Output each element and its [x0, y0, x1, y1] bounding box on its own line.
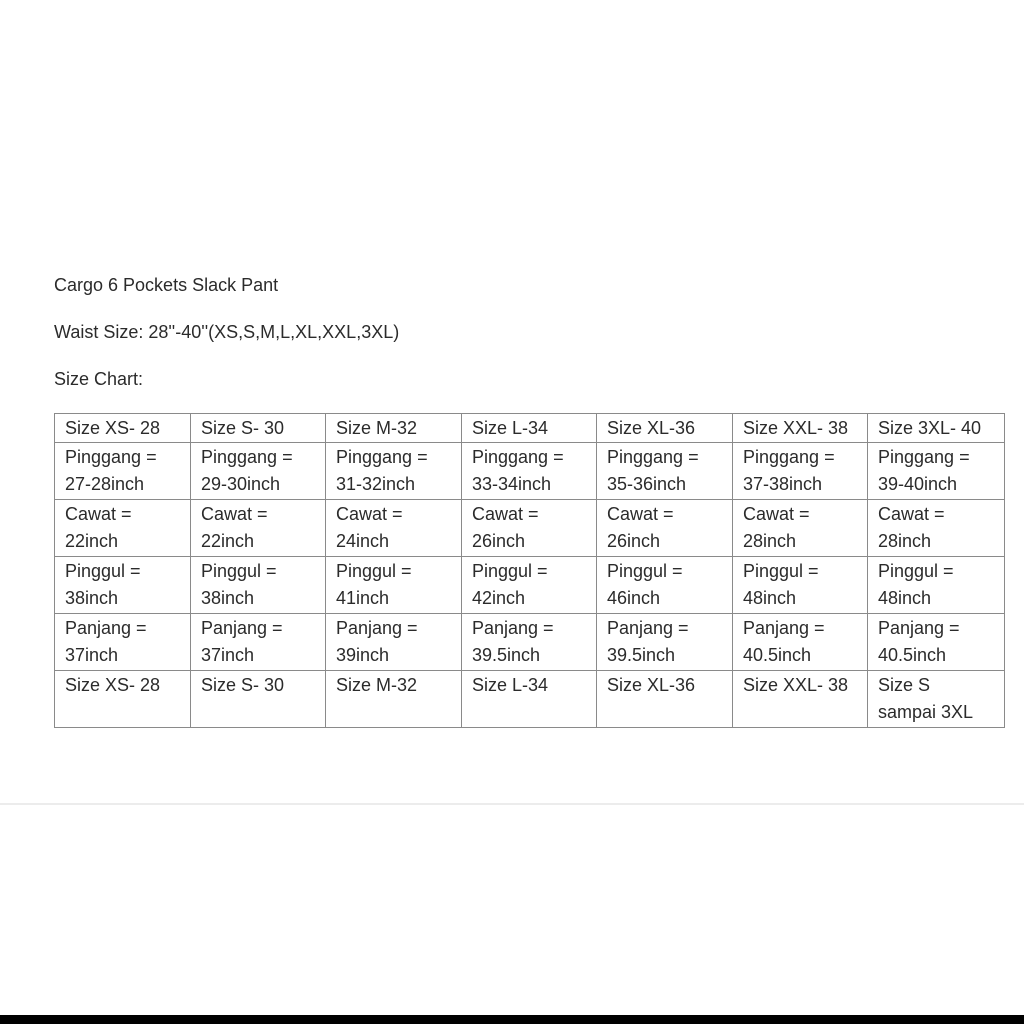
table-cell — [55, 500, 191, 557]
table-header-row — [55, 414, 1005, 443]
cell-text: Cawat = — [472, 504, 539, 524]
table-cell — [597, 671, 733, 728]
cell-text: 29-30inch — [201, 474, 281, 494]
cell-text: Pinggul = — [878, 561, 954, 581]
cell-text: 48inch — [878, 588, 932, 608]
table-header-cell: Size 3XL- 40 — [868, 414, 1005, 443]
cell-text: 46inch — [607, 588, 661, 608]
table-cell — [191, 443, 326, 500]
cell-text: 40.5inch — [878, 645, 947, 665]
product-title: Cargo 6 Pockets Slack Pant — [54, 275, 279, 295]
cell-text: 37-38inch — [743, 474, 823, 494]
table-cell — [733, 614, 868, 671]
table-cell — [597, 443, 733, 500]
cell-text: 39.5inch — [472, 645, 541, 665]
table-cell — [462, 557, 597, 614]
cell-text: 39-40inch — [878, 474, 958, 494]
table-cell — [868, 557, 1005, 614]
cell-text: 42inch — [472, 588, 526, 608]
cell-text: Pinggang = — [743, 447, 835, 467]
cell-text: Size XXL- 38 — [743, 675, 849, 695]
table-cell — [868, 614, 1005, 671]
cell-text: Pinggul = — [336, 561, 412, 581]
table-cell — [191, 671, 326, 728]
cell-text: Cawat = — [201, 504, 268, 524]
cell-text: Pinggang = — [336, 447, 428, 467]
cell-text: Pinggul = — [201, 561, 277, 581]
cell-text: Size XL-36 — [607, 675, 696, 695]
cell-text: Pinggul = — [743, 561, 819, 581]
cell-text: Size L-34 — [472, 675, 549, 695]
table-cell — [326, 557, 462, 614]
cell-text: 27-28inch — [65, 474, 145, 494]
cell-text: 22inch — [201, 531, 255, 551]
table-cell — [55, 614, 191, 671]
cell-text: Size S- 30 — [201, 675, 285, 695]
table-header-cell: Size XS- 28 — [55, 414, 191, 443]
cell-text: 39.5inch — [607, 645, 676, 665]
cell-text: Panjang = — [607, 618, 689, 638]
cawat-row — [55, 500, 1005, 557]
cell-text: 28inch — [878, 531, 932, 551]
cell-text: 40.5inch — [743, 645, 812, 665]
table-cell — [326, 614, 462, 671]
cell-text: Panjang = — [878, 618, 960, 638]
table-cell — [462, 443, 597, 500]
cell-text: Pinggang = — [878, 447, 970, 467]
cell-text: Pinggang = — [472, 447, 564, 467]
table-cell — [733, 443, 868, 500]
cell-text: Cawat = — [878, 504, 945, 524]
table-cell — [597, 614, 733, 671]
table-cell — [868, 500, 1005, 557]
table-cell — [462, 614, 597, 671]
cell-text: Panjang = — [472, 618, 554, 638]
table-cell — [55, 557, 191, 614]
waist-size-line: Waist Size: 28''-40''(XS,S,M,L,XL,XXL,3XL) — [54, 322, 400, 342]
table-cell — [55, 443, 191, 500]
cell-text: Pinggul = — [472, 561, 548, 581]
cell-text: 28inch — [743, 531, 797, 551]
size-chart-label: Size Chart: — [54, 369, 144, 389]
table-header-cell: Size M-32 — [326, 414, 462, 443]
cell-text: 48inch — [743, 588, 797, 608]
table-cell — [191, 557, 326, 614]
table-cell — [868, 443, 1005, 500]
panjang-row — [55, 614, 1005, 671]
blank-area — [0, 805, 1024, 1015]
cell-text: sampai 3XL — [878, 702, 974, 722]
cell-text: Pinggul = — [607, 561, 683, 581]
table-cell — [326, 500, 462, 557]
cell-text: 37inch — [201, 645, 255, 665]
cell-text: Cawat = — [607, 504, 674, 524]
table-cell — [597, 500, 733, 557]
cell-text: 41inch — [336, 588, 390, 608]
cell-text: 37inch — [65, 645, 119, 665]
cell-text: Size M-32 — [336, 675, 418, 695]
cell-text: 26inch — [607, 531, 661, 551]
cell-text: 35-36inch — [607, 474, 687, 494]
cell-text: Pinggul = — [65, 561, 141, 581]
table-cell — [733, 500, 868, 557]
cell-text: Cawat = — [336, 504, 403, 524]
table-cell — [868, 671, 1005, 728]
table-cell — [191, 614, 326, 671]
cell-text: Size XS- 28 — [65, 675, 161, 695]
table-cell — [191, 500, 326, 557]
table-header-cell: Size L-34 — [462, 414, 597, 443]
table-cell — [462, 671, 597, 728]
cell-text: 38inch — [201, 588, 255, 608]
cell-text: 22inch — [65, 531, 119, 551]
cell-text: Pinggang = — [607, 447, 699, 467]
cell-text: Panjang = — [336, 618, 418, 638]
table-cell — [55, 671, 191, 728]
size-chart-table — [54, 413, 1005, 728]
cell-text: Pinggang = — [65, 447, 157, 467]
table-header-cell: Size XXL- 38 — [733, 414, 868, 443]
cell-text: Panjang = — [201, 618, 283, 638]
pinggang-row — [55, 443, 1005, 500]
size-footer-row — [55, 671, 1005, 728]
cell-text: Panjang = — [743, 618, 825, 638]
pinggul-row — [55, 557, 1005, 614]
cell-text: 31-32inch — [336, 474, 416, 494]
table-header-cell: Size XL-36 — [597, 414, 733, 443]
table-cell — [597, 557, 733, 614]
table-cell — [733, 557, 868, 614]
cell-text: Size S — [878, 675, 931, 695]
bottom-bar — [0, 1015, 1024, 1024]
table-cell — [462, 500, 597, 557]
cell-text: 24inch — [336, 531, 390, 551]
table-cell — [326, 443, 462, 500]
cell-text: 26inch — [472, 531, 526, 551]
cell-text: Panjang = — [65, 618, 147, 638]
table-header-cell: Size S- 30 — [191, 414, 326, 443]
table-cell — [326, 671, 462, 728]
cell-text: Cawat = — [743, 504, 810, 524]
cell-text: Cawat = — [65, 504, 132, 524]
cell-text: 33-34inch — [472, 474, 552, 494]
cell-text: 38inch — [65, 588, 119, 608]
table-cell — [733, 671, 868, 728]
cell-text: Pinggang = — [201, 447, 293, 467]
cell-text: 39inch — [336, 645, 390, 665]
